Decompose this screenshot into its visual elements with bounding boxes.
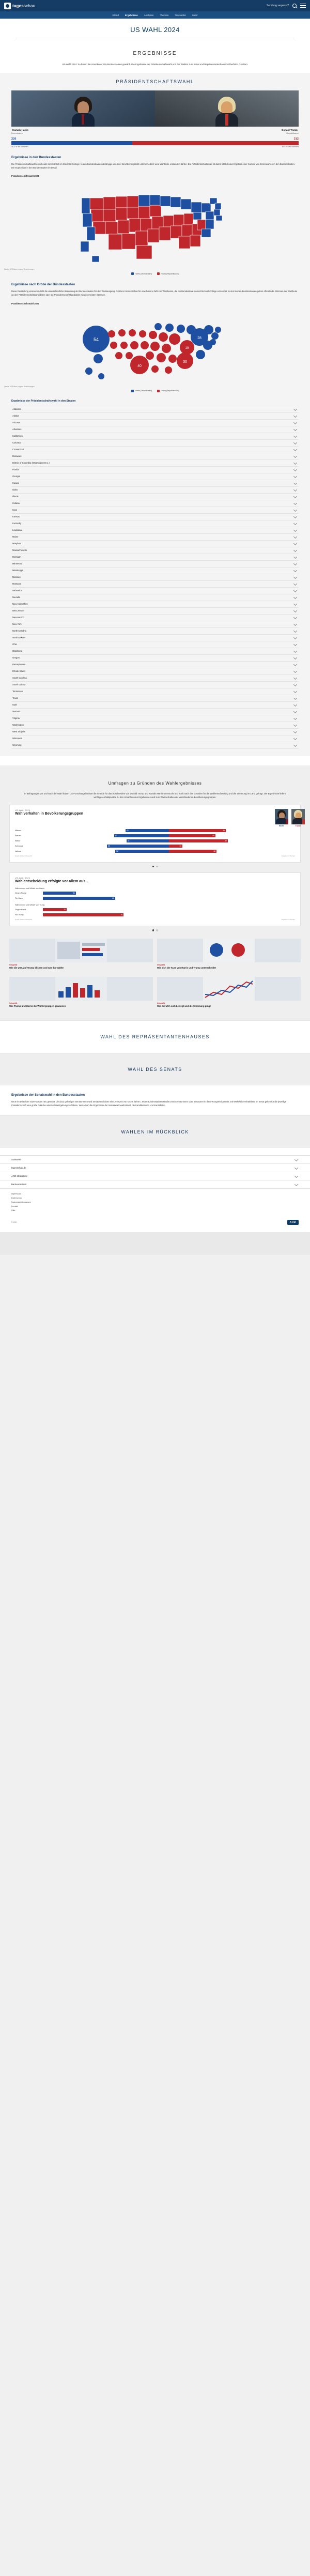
state-row-tennessee[interactable]: Tennessee	[11, 688, 299, 695]
chevron-down-icon	[293, 501, 297, 505]
trump-name: Donald Trump	[282, 128, 298, 131]
states-title: Ergebnisse in den Bundesstaaten	[11, 156, 61, 160]
chevron-down-icon	[293, 629, 297, 633]
chart1-sources: Quelle: Edison Research Angaben in Prozent	[15, 854, 295, 857]
state-row-michigan[interactable]: Michigan	[11, 554, 299, 561]
top-bar-right	[267, 4, 306, 8]
harris-photo	[11, 90, 155, 127]
map-legend	[0, 270, 310, 275]
chevron-down-icon	[293, 522, 297, 525]
nav-item-analysen[interactable]: Analysen	[144, 13, 154, 17]
avatar	[72, 97, 95, 127]
chevron-down-icon	[293, 535, 297, 539]
state-row-utah[interactable]: Utah	[11, 702, 299, 709]
chevron-down-icon	[293, 676, 297, 680]
chart-card-groups	[9, 805, 301, 863]
chevron-down-icon	[293, 495, 297, 498]
chevron-down-icon	[293, 474, 297, 478]
logo[interactable]	[4, 3, 35, 9]
footer-row-tagesschau[interactable]: tagesschau.de	[0, 1164, 310, 1172]
search-icon[interactable]	[292, 4, 297, 8]
chevron-down-icon	[293, 737, 297, 740]
senate-heading: WAHL DES SENATS	[128, 1066, 182, 1072]
chevron-down-icon	[293, 743, 297, 747]
teaser-tag: Infografik	[157, 963, 165, 966]
polls-heading: Umfragen zu Gründen des Wahlergebnisses	[108, 780, 202, 786]
legend-harris-2: Harris (Demokraten)	[131, 390, 152, 392]
chevron-down-icon	[293, 528, 297, 532]
bottom-strip	[0, 1232, 310, 1255]
chevron-down-icon	[293, 710, 297, 713]
chart2-group-harris: Wählerinnen und Wähler von Harris Gegen Trump 31 Für Harris 68	[15, 887, 295, 900]
footer-link-nutzungsbedingungen[interactable]: Nutzungsbedingungen	[11, 1201, 32, 1204]
map-source: Quelle: AP/Edison, eigene Berechnungen	[4, 268, 35, 271]
chevron-down-icon	[293, 421, 297, 424]
state-row-missouri[interactable]: Missouri	[11, 574, 299, 581]
state-row-colorado[interactable]: Colorado	[11, 440, 299, 447]
teaser-card[interactable]	[9, 939, 153, 970]
chevron-down-icon	[293, 461, 297, 465]
footer-row-startseite[interactable]: Startseite	[0, 1156, 310, 1164]
chart2-eyebrow: US-Wahl 2024	[15, 877, 30, 880]
chevron-down-icon	[293, 689, 297, 693]
state-row-wisconsin[interactable]: Wisconsin	[11, 735, 299, 742]
chevron-down-icon	[295, 1158, 298, 1161]
chart2-row-gegen-trump: Gegen Trump 31	[15, 892, 75, 895]
results-head	[0, 43, 310, 59]
state-row-new-hampshire[interactable]: New Hampshire	[11, 601, 299, 608]
chevron-down-icon	[293, 730, 297, 733]
svg-text:28: 28	[197, 336, 202, 340]
state-row-minnesota[interactable]: Minnesota	[11, 561, 299, 568]
chart-card-motivation	[9, 872, 301, 926]
trump-votes-note: 49,9 % der Stimmen	[282, 146, 299, 148]
nav-item-inland[interactable]: Inland	[112, 13, 119, 17]
state-row-washington[interactable]: Washington	[11, 722, 299, 729]
carousel-dot-1[interactable]	[152, 929, 154, 931]
polls-head	[0, 774, 310, 789]
retro-section	[0, 1115, 310, 1148]
state-row-south-dakota[interactable]: South Dakota	[11, 682, 299, 688]
footer-row-ard-mediathek[interactable]: ARD Mediathek	[0, 1172, 310, 1180]
state-row-west-virginia[interactable]: West Virginia	[11, 729, 299, 735]
state-row-rhode-island[interactable]: Rhode Island	[11, 668, 299, 675]
nav-item-newsletter[interactable]: Newsletter	[175, 13, 187, 17]
chevron-down-icon	[293, 427, 297, 431]
size-body: Diese Darstellung veranschaulicht die unterschiedliche Bedeutung der Bundesstaaten für den Wahlausgang: Größere Kreise stehen für eine höhere Zahl von Wahlleuten, die ein Bundesstaat in das Electoral College entsendet. In den kleinen Bundesstaaten gehen oftmals die Stimmen der Wahlleute an den Präsidentschaftskandidaten oder die Präsidentschaftskandidatin mit den meisten Stimmen.	[11, 290, 298, 297]
teaser-title: Wie die USA auf Trump blicken und wer ihn wählte	[9, 966, 64, 969]
legend-harris: Harris (Demokraten)	[131, 272, 152, 275]
mini-head-harris	[275, 809, 288, 827]
state-row-nebraska[interactable]: Nebraska	[11, 588, 299, 594]
chevron-down-icon	[293, 616, 297, 619]
state-row-iowa[interactable]: Iowa	[11, 507, 299, 514]
chevron-down-icon	[293, 448, 297, 451]
electoral-map-bubbles[interactable]	[7, 307, 303, 385]
state-row-dc[interactable]: District of Columbia (Washington D.C.)	[11, 460, 299, 467]
chart1-candidate-heads	[275, 809, 305, 827]
size-title: Ergebnisse nach Größe der Bundesstaaten	[11, 283, 75, 287]
state-row-florida[interactable]: Florida	[11, 467, 299, 473]
state-row-mississippi[interactable]: Mississippi	[11, 568, 299, 574]
bubble-map-legend	[0, 388, 310, 392]
chart1-title: Wahlverhalten in Bevölkerungsgruppen	[15, 811, 83, 816]
house-heading: WAHL DES REPRÄSENTANTENHAUSES	[100, 1034, 210, 1039]
chart1-row-schwarze: Schwarze 85 13	[15, 845, 181, 847]
harris-name: Kamala Harris	[12, 128, 28, 131]
footer-row-barrierefreiheit[interactable]: Barrierefreiheit	[0, 1180, 310, 1189]
chart1-row-maenner: Männer 42 55	[15, 829, 225, 832]
results-heading: ERGEBNISSE	[133, 51, 177, 56]
main-nav	[0, 11, 310, 19]
chart1-eyebrow: US-Wahl 2024	[15, 809, 30, 811]
footer-link-hilfe[interactable]: Hilfe	[11, 1209, 16, 1212]
footer-link-impressum[interactable]: Impressum	[11, 1193, 21, 1195]
electoral-numbers	[11, 137, 299, 141]
size-section	[0, 275, 310, 304]
teaser-thumbnail	[9, 977, 153, 1001]
chevron-down-icon	[293, 515, 297, 518]
presidential-heading: PRÄSIDENTSCHAFTSWAHL	[116, 79, 194, 84]
candidate-harris	[11, 90, 155, 134]
chevron-down-icon	[293, 703, 297, 707]
chevron-down-icon	[293, 716, 297, 720]
chevron-down-icon	[293, 602, 297, 606]
chevron-down-icon	[295, 1174, 298, 1178]
map-caption: Präsidentschaftswahl 2024	[11, 175, 39, 178]
chart2-row-fuer-harris: Für Harris 68	[15, 897, 114, 900]
candidate-trump	[155, 90, 299, 134]
chevron-down-icon	[295, 1183, 298, 1186]
state-row-new-mexico[interactable]: New Mexico	[11, 615, 299, 621]
chevron-down-icon	[293, 669, 297, 673]
presidential-section	[0, 73, 310, 756]
carousel-dots-1[interactable]	[0, 863, 310, 868]
senate-detail	[0, 1085, 310, 1115]
chart-card-1-wrap	[0, 805, 310, 868]
states-section	[0, 148, 310, 177]
senate-sub-title: Ergebnisse der Senatswahl in den Bundesstaaten	[11, 1093, 85, 1097]
state-row-ohio[interactable]: Ohio	[11, 641, 299, 648]
chevron-down-icon	[293, 508, 297, 512]
polls-section	[0, 765, 310, 1020]
chevron-down-icon	[293, 454, 297, 458]
bar-segment-trump	[132, 141, 299, 145]
chevron-down-icon	[293, 555, 297, 559]
state-row-kalifornien[interactable]: Kalifornien	[11, 433, 299, 440]
bubble-map-source: Quelle: AP/Edison, eigene Berechnungen	[4, 385, 35, 388]
teaser-thumbnail	[157, 977, 301, 1001]
state-row-new-jersey[interactable]: New Jersey	[11, 608, 299, 615]
state-row-kansas[interactable]: Kansas	[11, 514, 299, 520]
svg-text:54: 54	[93, 336, 99, 342]
teaser-row-2	[0, 970, 310, 1008]
teaser-tag: Infografik	[9, 1002, 18, 1004]
state-row-vermont[interactable]: Vermont	[11, 709, 299, 715]
legend-trump: Trump (Republikaner)	[157, 272, 179, 275]
chevron-down-icon	[293, 696, 297, 700]
chevron-down-icon	[293, 595, 297, 599]
chevron-down-icon	[293, 656, 297, 660]
carousel-dot-2[interactable]	[156, 866, 158, 868]
chevron-down-icon	[293, 723, 297, 727]
electoral-map-choropleth[interactable]	[7, 179, 303, 267]
state-row-connecticut[interactable]: Connecticut	[11, 447, 299, 453]
chevron-down-icon	[293, 622, 297, 626]
trump-electoral: 312	[293, 137, 299, 141]
bar-segment-harris	[11, 141, 132, 145]
polls-lead: In Befragungen vor und nach der Wahl haben US-Forschungsinstitute die Gründe für das Abschneiden von Donald Trump und Kamala Harris untersucht und auch nach den Gründen für die Wahlentscheidung und die Stimmung im Land gefragt. Die Ergebnisse liefern wichtige Anhaltspunkte zu den Ursachen des Ergebnisses und zum Wahlverhalten der verschiedenen Bevölkerungsgruppen.	[24, 792, 286, 799]
teaser-card[interactable]	[157, 977, 301, 1008]
page-root	[0, 0, 310, 1255]
teaser-thumbnail	[157, 939, 301, 962]
logo-icon	[4, 3, 11, 9]
state-accordion	[11, 406, 299, 749]
senate-section	[0, 1053, 310, 1085]
chevron-down-icon	[293, 575, 297, 579]
chart2-title: Wahlentscheidung erfolgte vor allem aus...	[15, 880, 89, 884]
us-bubble-map-svg	[7, 307, 303, 385]
footer-bottom	[0, 1216, 310, 1232]
footer	[0, 1155, 310, 1232]
chevron-down-icon	[293, 407, 297, 411]
chevron-down-icon	[295, 1166, 298, 1170]
chart-card-2-wrap	[0, 872, 310, 931]
state-row-montana[interactable]: Montana	[11, 581, 299, 588]
teaser-card[interactable]	[9, 977, 153, 1008]
carousel-dot-1[interactable]	[152, 866, 154, 868]
footer-meta: © ARD	[11, 1221, 17, 1224]
chevron-down-icon	[293, 441, 297, 444]
results-lead: US-Wahl 2024: So haben die Amerikaner US-Bundesstaaten gewählt. Die Ergebnisse der Präsidentschaftswahl und der Wahlen zum Senat und Repräsentantenhaus im Überblick. Grafiken.	[62, 63, 248, 66]
footer-link-kontakt[interactable]: Kontakt	[11, 1205, 18, 1208]
sendung-verpasst-link[interactable]: Sendung verpasst?	[266, 4, 289, 7]
state-row-wyoming[interactable]: Wyoming	[11, 742, 299, 749]
state-row-north-dakota[interactable]: North Dakota	[11, 635, 299, 641]
state-row-south-carolina[interactable]: South Carolina	[11, 675, 299, 682]
state-row-illinois[interactable]: Illinois	[11, 494, 299, 500]
candidate-row	[11, 90, 299, 134]
teaser-tag: Infografik	[9, 963, 18, 966]
state-list-title: Ergebnisse der Präsidentschaftswahl in den Staaten	[11, 399, 76, 403]
logo-text: tagesschau	[12, 3, 36, 8]
state-row-oklahoma[interactable]: Oklahoma	[11, 648, 299, 655]
state-row-virginia[interactable]: Virginia	[11, 715, 299, 722]
chevron-down-icon	[293, 649, 297, 653]
chart2-row-gegen-harris: Gegen Harris 22	[15, 909, 66, 911]
harris-votes-note: 48,3 % der Stimmen	[11, 146, 28, 148]
state-row-indiana[interactable]: Indiana	[11, 500, 299, 507]
size-map-caption: Präsidentschaftswahl 2024	[11, 302, 39, 305]
state-row-pennsylvania[interactable]: Pennsylvania	[11, 662, 299, 668]
electoral-bar-wrap	[11, 137, 299, 148]
ard-logo[interactable]: ARD	[287, 1220, 299, 1225]
chevron-down-icon	[293, 569, 297, 572]
teaser-title: Wie sich der Kurs von Harris und Trump unterscheidet	[157, 966, 216, 969]
state-row-alaska[interactable]: Alaska	[11, 413, 299, 420]
nav-item-themen[interactable]: Themen	[160, 13, 169, 17]
nav-item-ergebnisse[interactable]: Ergebnisse	[125, 13, 138, 17]
chart1-row-latinos: Latinos 52 46	[15, 850, 215, 852]
state-row-nevada[interactable]: Nevada	[11, 594, 299, 601]
state-row-massachusetts[interactable]: Massachusetts	[11, 547, 299, 554]
state-row-maine[interactable]: Maine	[11, 534, 299, 541]
page-title: US WAHL 2024	[130, 26, 180, 34]
carousel-dots-2[interactable]	[0, 926, 310, 931]
svg-text:30: 30	[183, 360, 187, 364]
chart2-sources: Quelle: Edison Research Angaben in Prozent	[15, 918, 295, 921]
state-row-kentucky[interactable]: Kentucky	[11, 520, 299, 527]
harris-party: Demokraten	[11, 131, 23, 134]
state-row-oregon[interactable]: Oregon	[11, 655, 299, 662]
house-section	[0, 1020, 310, 1053]
senate-sub-body: Neue im Drittel der Sitze wurden neu gewählt, die dazu gehörigen Senatorinnen und Senatoren haben eine Amtszeit von sechs Jahren. Jeder Bundesstaat entsendet zwei Senatorinnen oder Senatoren in diese Kongresskammer. Die Mehrheitsverhältnisse im Senat gelten für die jeweilige Präsidentschaft eine große Rolle bei einem Gesetzgebungsverfahren. Wer schon die Ergebnisse der Senatswahl wahrnimmt, die Kandidatinnen und Kandidaten.	[11, 1100, 287, 1107]
chevron-down-icon	[293, 562, 297, 565]
states-body: Die Präsidentschaftswahl entscheidet sich letztlich im Electoral College: In den Bundesstaaten abhängige von ihrer Bevölkerungszahl unterschiedlich viele Wahlleute entsenden dürfen. Die Präsidentschaftswahl ist damit letztlich das Ergebnis einer Summe von Einzelwahlen in den Bundesstaaten. Die Ergebnisse in den Bundesstaaten im Detail.	[11, 163, 295, 170]
us-map-svg	[7, 179, 303, 267]
chevron-down-icon	[293, 414, 297, 418]
chart2-group-trump: Wählerinnen und Wähler von Trump Gegen Harris 22 Für Trump 76	[15, 904, 295, 916]
state-row-texas[interactable]: Texas	[11, 695, 299, 702]
carousel-dot-2[interactable]	[156, 929, 158, 931]
state-row-arkansas[interactable]: Arkansas	[11, 426, 299, 433]
chart1-row-weisse: Weiße 41 57	[15, 839, 227, 842]
page-title-band	[0, 19, 310, 43]
chevron-down-icon	[293, 609, 297, 612]
state-row-idaho[interactable]: Idaho	[11, 487, 299, 494]
chevron-down-icon	[293, 542, 297, 545]
state-row-delaware[interactable]: Delaware	[11, 453, 299, 460]
state-row-north-carolina[interactable]: North Carolina	[11, 628, 299, 635]
teaser-tag: Infografik	[157, 1002, 165, 1004]
chevron-down-icon	[293, 642, 297, 646]
footer-link-datenschutz[interactable]: Datenschutz	[11, 1197, 23, 1200]
teaser-title: Wie Trump und Harris die Wählergruppen gewannen	[9, 1004, 66, 1007]
chevron-down-icon	[293, 589, 297, 592]
state-row-maryland[interactable]: Maryland	[11, 541, 299, 547]
chevron-down-icon	[293, 683, 297, 686]
menu-icon[interactable]	[300, 4, 306, 8]
mini-head-trump-label: Trump	[295, 824, 301, 827]
state-row-alabama[interactable]: Alabama	[11, 406, 299, 413]
chevron-down-icon	[293, 488, 297, 492]
retro-heading: WAHLEN IM RÜCKBLICK	[121, 1129, 189, 1135]
state-row-hawaii[interactable]: Hawaii	[11, 480, 299, 487]
svg-text:40: 40	[137, 364, 142, 368]
footer-links	[0, 1189, 310, 1216]
svg-text:19: 19	[185, 346, 189, 350]
mini-head-harris-label: Harris	[278, 824, 285, 827]
chevron-down-icon	[293, 468, 297, 471]
electoral-bar	[11, 141, 299, 145]
avatar	[215, 97, 238, 127]
trump-party: Republikaner	[286, 131, 299, 134]
nav-item-mehr[interactable]: Mehr	[192, 13, 198, 17]
legend-trump-2: Trump (Republikaner)	[157, 390, 179, 392]
trump-photo	[155, 90, 299, 127]
state-row-new-york[interactable]: New York	[11, 621, 299, 628]
teaser-card[interactable]	[157, 939, 301, 970]
teaser-title: Wie die USA sich bewegt und die Stimmung prägt	[157, 1004, 211, 1007]
mini-head-trump	[291, 809, 305, 827]
chevron-down-icon	[293, 481, 297, 485]
chevron-down-icon	[293, 636, 297, 639]
harris-electoral: 226	[11, 137, 17, 141]
state-row-louisiana[interactable]: Louisiana	[11, 527, 299, 534]
chevron-down-icon	[293, 548, 297, 552]
chart2-row-fuer-trump: Für Trump 76	[15, 914, 122, 916]
chevron-down-icon	[293, 663, 297, 666]
state-row-arizona[interactable]: Arizona	[11, 420, 299, 426]
chart1-plot	[15, 829, 295, 857]
chart1-row-frauen: Frauen 53 45	[15, 834, 214, 837]
teaser-thumbnail	[9, 939, 153, 962]
chevron-down-icon	[293, 582, 297, 586]
top-bar	[0, 0, 310, 11]
chevron-down-icon	[293, 434, 297, 438]
state-row-georgia[interactable]: Georgia	[11, 473, 299, 480]
teaser-row-1	[0, 931, 310, 970]
